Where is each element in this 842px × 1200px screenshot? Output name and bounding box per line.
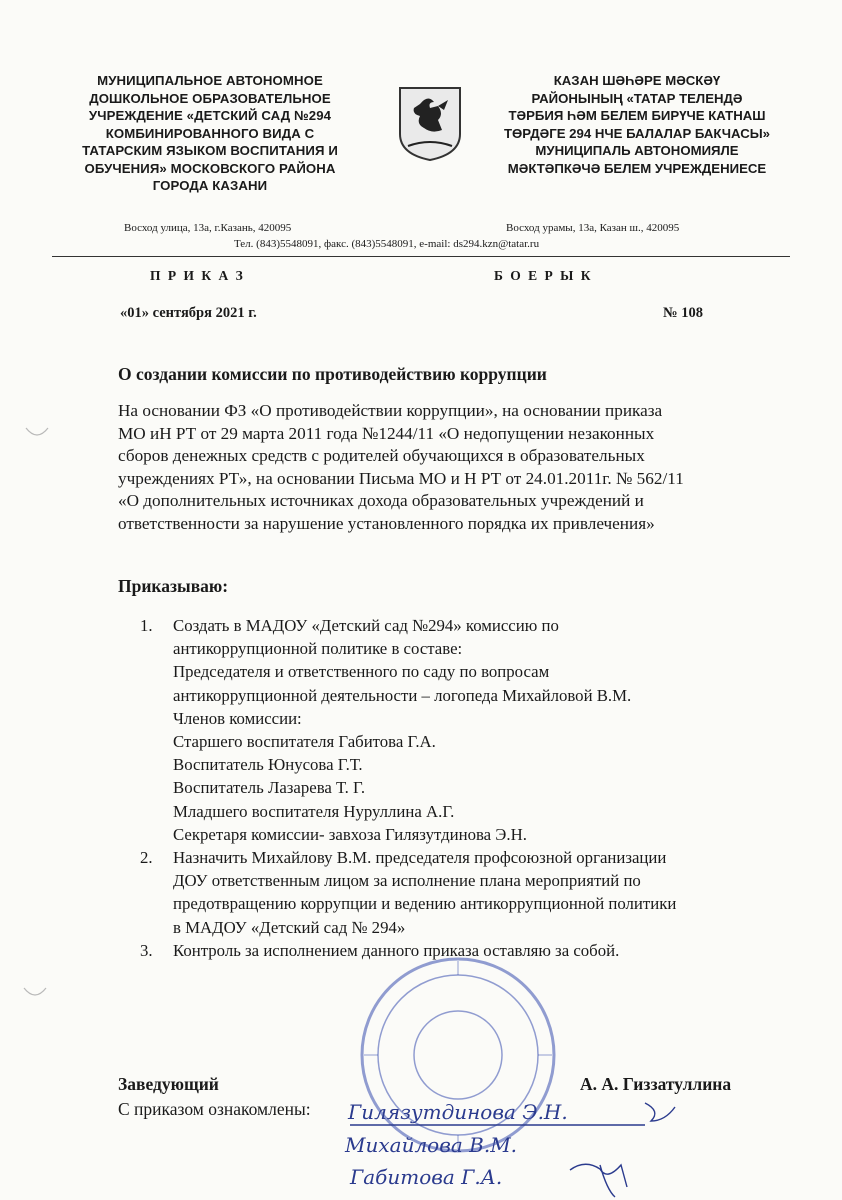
preamble (118, 400, 818, 536)
item-line: в МАДОУ «Детский сад № 294» (173, 917, 406, 937)
handwriting-strokes (345, 1095, 705, 1200)
item-number: 3. (140, 940, 153, 960)
signer-name: А. А. Гиззатуллина (580, 1074, 732, 1094)
item-line: Младшего воспитателя Нуруллина А.Г. (173, 801, 455, 821)
doc-type-tatar: Б О Е Р Ы К (494, 268, 593, 283)
preamble-line: «О дополнительных источниках дохода образовательных учреждений и (118, 491, 644, 511)
order-items (140, 614, 820, 962)
item-line: предотвращению коррупции и ведению антикоррупционной политики (173, 894, 677, 914)
item-line: Воспитатель Лазарева Т. Г. (173, 778, 366, 798)
item-line: ДОУ ответственным лицом за исполнение плана мероприятий по (173, 871, 641, 891)
preamble-line: ответственности за нарушение установленного порядка их привлечения» (118, 513, 655, 533)
org-name-tatar (472, 72, 802, 177)
preamble-line: учреждениях РТ», на основании Письма МО и Н РТ от 24.01.2011г. № 562/11 (118, 468, 684, 488)
punch-hole-icon (24, 420, 50, 446)
header-left-line: МУНИЦИПАЛЬНОЕ АВТОНОМНОЕ (97, 73, 323, 88)
order-word: Приказываю: (118, 576, 229, 596)
item-line: Воспитатель Юнусова Г.Т. (173, 755, 363, 775)
coat-of-arms-icon (398, 86, 462, 162)
item-line: антикоррупционной деятельности – логопеда Михайловой В.М. (173, 685, 632, 705)
handwritten-signature: Гилязутдинова Э.Н. (348, 1100, 568, 1124)
order-item (140, 614, 820, 846)
header-left-line: УЧРЕЖДЕНИЕ «ДЕТСКИЙ САД №294 (88, 108, 332, 123)
header-left-line: ГОРОДА КАЗАНИ (152, 178, 268, 193)
item-line: Старшего воспитателя Габитова Г.А. (173, 732, 436, 752)
doc-type-russian: П Р И К А З (150, 268, 245, 283)
acknowledged-label: С приказом ознакомлены: (118, 1099, 311, 1119)
header-left-line: ТАТАРСКИМ ЯЗЫКОМ ВОСПИТАНИЯ И (82, 143, 338, 158)
preamble-line: сборов денежных средств с родителей обучающихся в образовательных (118, 446, 645, 466)
header-left-line: КОМБИНИРОВАННОГО ВИДА С (105, 125, 315, 141)
header-right-line: МУНИЦИПАЛЬ АВТОНОМИЯЛЕ (535, 143, 739, 158)
order-subject: О создании комиссии по противодействию коррупции (118, 364, 547, 384)
item-line: Секретаря комиссии- завхоза Гилязутдинова Э.Н. (173, 824, 527, 844)
signer-position: Заведующий (118, 1074, 219, 1094)
header-left-line: ОБУЧЕНИЯ» МОСКОВСКОГО РАЙОНА (84, 160, 336, 176)
item-line: Создать в МАДОУ «Детский сад №294» комиссию по (173, 616, 559, 635)
contacts: Тел. (843)5548091, факс. (843)5548091, e-mail: ds294.kzn@tatar.ru (234, 238, 540, 250)
header-left-line: ДОШКОЛЬНОЕ ОБРАЗОВАТЕЛЬНОЕ (89, 90, 331, 106)
item-line: Назначить Михайлову В.М. председателя профсоюзной организации (173, 848, 667, 868)
header-right-line: КАЗАН ШӘҺӘРЕ МӘСКӘҮ (553, 73, 721, 88)
address-russian: Восход улица, 13а, г.Казань, 420095 (124, 222, 292, 234)
handwritten-signature: Габитова Г.А. (350, 1165, 503, 1189)
header-right-line: ТӘРБИЯ ҺӘМ БЕЛЕМ БИРҮЧЕ КАТНАШ (508, 108, 766, 123)
order-number: № 108 (663, 305, 703, 321)
preamble-line: МО иН РТ от 29 марта 2011 года №1244/11 «О недопущении незаконных (118, 423, 655, 443)
org-name-russian (55, 72, 365, 195)
item-number: 2. (140, 848, 153, 868)
order-item (140, 846, 820, 939)
handwritten-signature: Михайлова В.М. (345, 1133, 518, 1157)
item-line: Контроль за исполнением данного приказа оставляю за собой. (173, 940, 620, 960)
item-number: 1. (140, 616, 153, 635)
item-line: Председателя и ответственного по саду по вопросам (173, 662, 550, 682)
item-line: антикоррупционной политике в составе: (173, 639, 463, 659)
header-right-line: РАЙОНЫНЫҢ «ТАТАР ТЕЛЕНДӘ (531, 90, 743, 106)
header-right-line: ТӨРДӘГЕ 294 НЧЕ БАЛАЛАР БАКЧАСЫ» (503, 125, 771, 141)
item-line: Членов комиссии: (173, 708, 302, 728)
header-divider (52, 256, 790, 257)
address-tatar: Восход урамы, 13а, Казан ш., 420095 (506, 222, 680, 234)
punch-hole-icon (22, 980, 48, 1006)
preamble-line: На основании ФЗ «О противодействии коррупции», на основании приказа (118, 401, 663, 420)
header-right-line: МӘКТӘПКӘЧӘ БЕЛЕМ УЧРЕЖДЕНИЕСЕ (507, 160, 767, 176)
order-date: «01» сентября 2021 г. (120, 305, 257, 321)
